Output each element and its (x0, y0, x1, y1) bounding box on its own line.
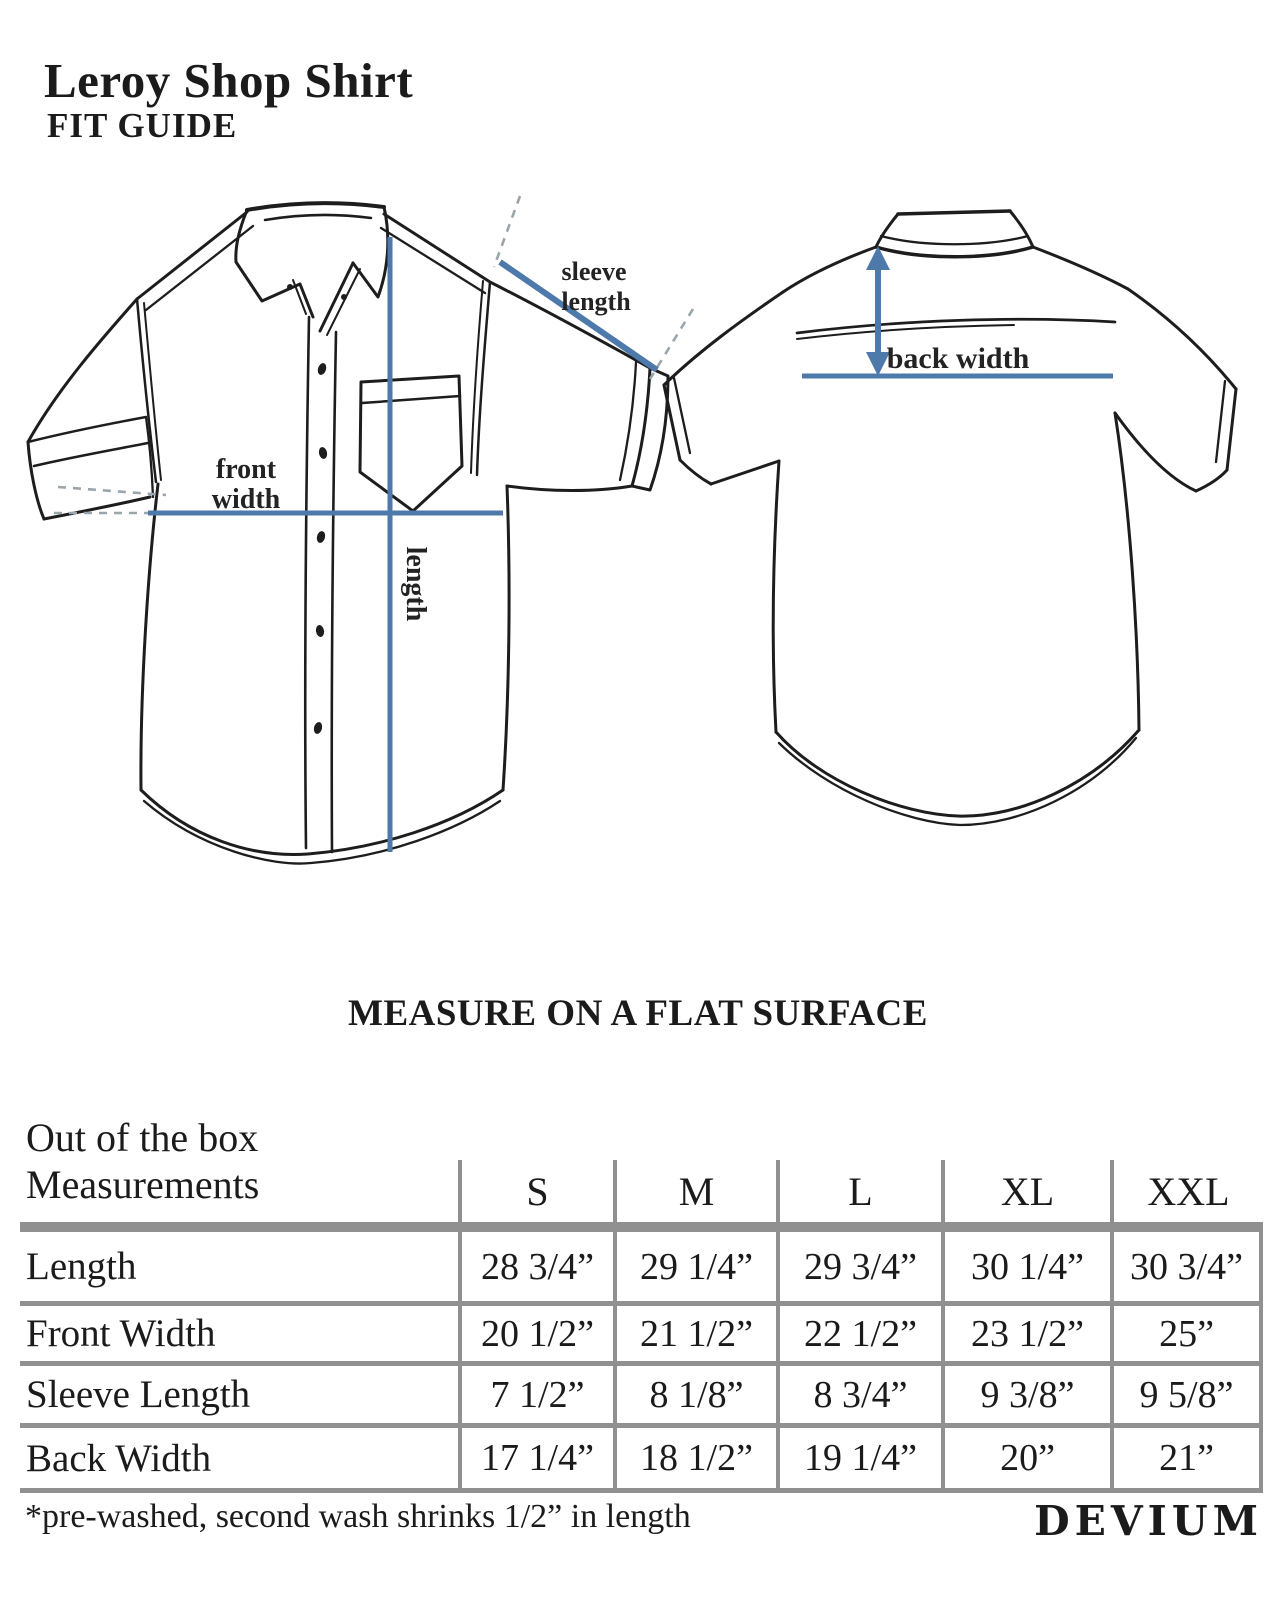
out-of-the-box-label (20, 1114, 458, 1222)
size-header-xl: XL (941, 1160, 1110, 1222)
front-width-label-line2: width (211, 484, 281, 515)
size-header-s: S (458, 1160, 613, 1222)
table-header-line2: Measurements (26, 1161, 260, 1207)
measurement-value: 28 3/4” (458, 1232, 613, 1301)
measurement-value: 9 5/8” (1110, 1366, 1263, 1423)
measurement-value: 9 3/8” (941, 1366, 1110, 1423)
sleeve-length-label-line2: length (561, 287, 631, 316)
prewash-footnote: *pre-washed, second wash shrinks 1/2” in length (25, 1498, 691, 1535)
measurement-value: 23 1/2” (941, 1306, 1110, 1361)
measurement-value: 18 1/2” (613, 1428, 776, 1488)
table-row-back-width (20, 1423, 1263, 1488)
button-row (313, 362, 328, 735)
measurement-value: 20 1/2” (458, 1306, 613, 1361)
table-row-front-width (20, 1301, 1263, 1361)
fit-diagram (0, 170, 1276, 880)
measurement-value: 22 1/2” (776, 1306, 941, 1361)
measurement-value: 30 1/4” (941, 1232, 1110, 1301)
size-header-l: L (776, 1160, 941, 1222)
measurement-annotations (54, 196, 1113, 852)
table-header-line1: Out of the box (26, 1114, 259, 1160)
measurement-value: 17 1/4” (458, 1428, 613, 1488)
back-shirt-drawing (664, 211, 1236, 825)
section-heading: MEASURE ON A FLAT SURFACE (348, 993, 928, 1034)
front-width-label-line1: front (215, 454, 277, 485)
measurements-table (20, 1094, 1263, 1493)
measurement-value: 19 1/4” (776, 1428, 941, 1488)
sleeve-guide-dash-top (494, 196, 520, 267)
measurement-value: 29 1/4” (613, 1232, 776, 1301)
size-header-m: M (613, 1160, 776, 1222)
page-title: Leroy Shop Shirt (44, 53, 414, 108)
chest-pocket (360, 376, 462, 511)
row-label: Back Width (26, 1436, 212, 1480)
back-width-label: back width (886, 342, 1030, 375)
shirt-sketch-svg (0, 170, 1276, 880)
measurement-value: 20” (941, 1428, 1110, 1488)
table-header-row (20, 1094, 1263, 1227)
table-row-length (20, 1227, 1263, 1301)
page-subtitle: FIT GUIDE (47, 106, 238, 145)
measurement-value: 8 3/4” (776, 1366, 941, 1423)
measurement-value: 21 1/2” (613, 1306, 776, 1361)
measurement-value: 21” (1110, 1428, 1263, 1488)
measurement-value: 30 3/4” (1110, 1232, 1263, 1301)
row-label: Length (26, 1245, 137, 1288)
front-width-dash-upper (58, 487, 166, 495)
measurement-value: 29 3/4” (776, 1232, 941, 1301)
measurement-value: 25” (1110, 1306, 1263, 1361)
measurement-value: 7 1/2” (458, 1366, 613, 1423)
length-label: length (400, 546, 431, 622)
sleeve-length-label-line1: sleeve (561, 257, 627, 286)
table-row-sleeve-length (20, 1361, 1263, 1423)
size-header-xxl: XXL (1110, 1160, 1263, 1222)
row-label: Sleeve Length (26, 1373, 251, 1416)
devium-brand-logo: DEVIUM (1034, 1497, 1263, 1545)
measurement-value: 8 1/8” (613, 1366, 776, 1423)
row-label: Front Width (26, 1312, 216, 1355)
